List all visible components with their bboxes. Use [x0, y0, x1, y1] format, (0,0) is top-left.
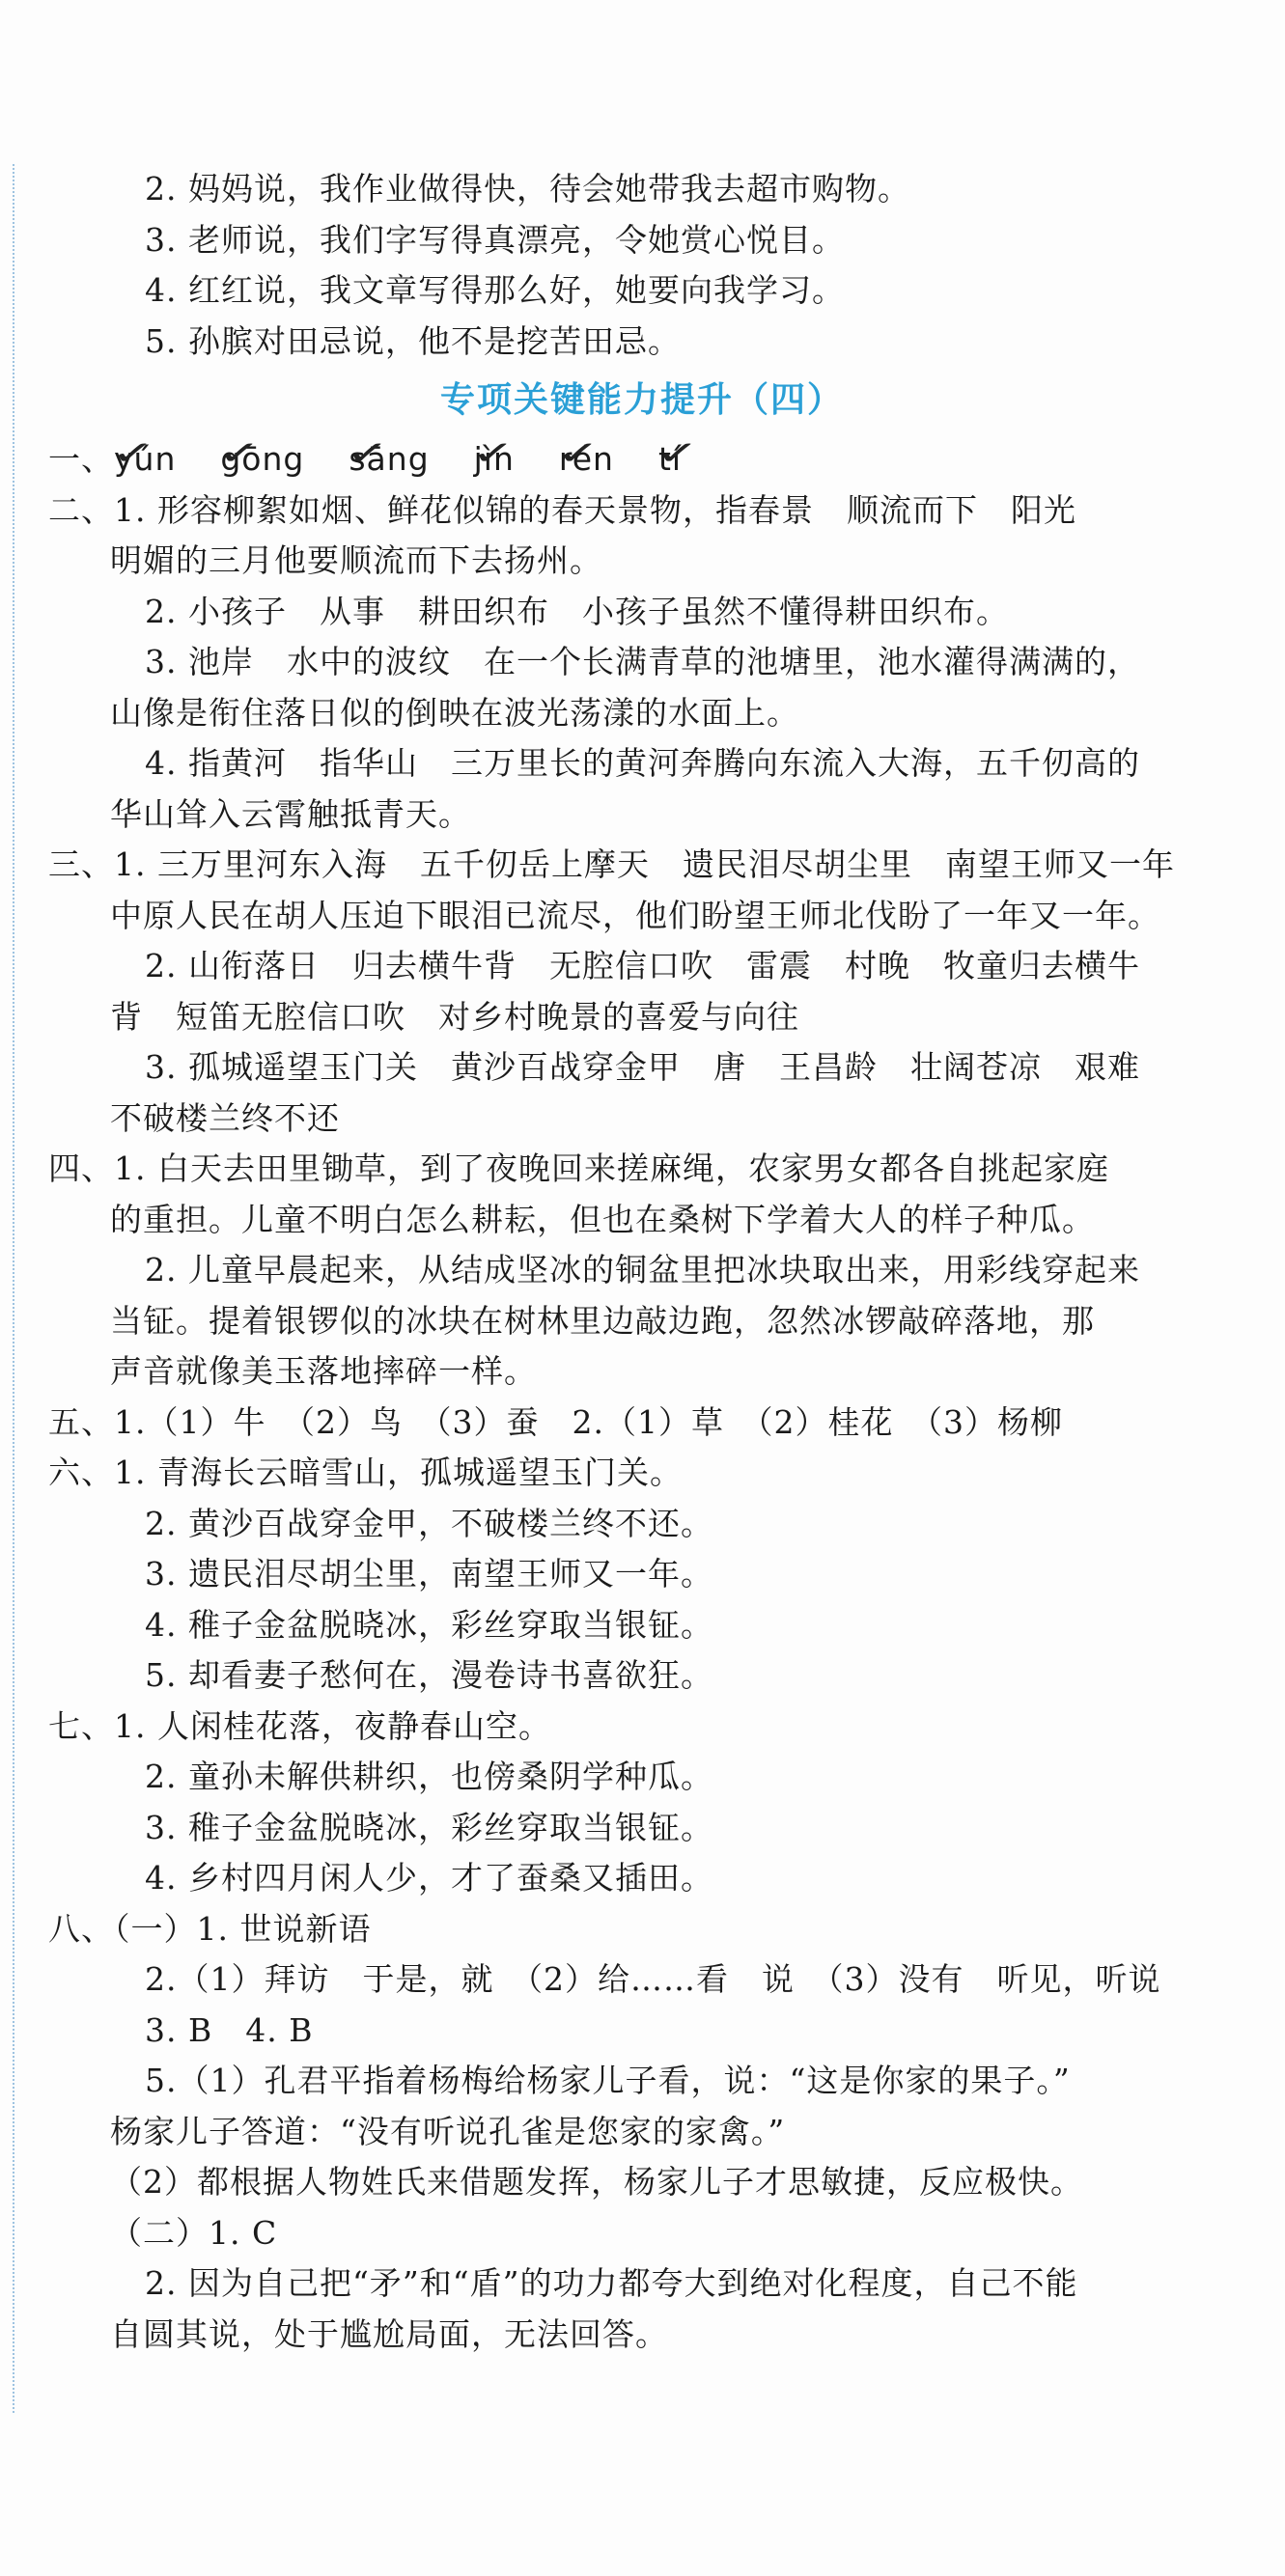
- answer-line: 背 短笛无腔信口吹 对乡村晚景的喜爱与向往: [110, 997, 799, 1036]
- answer-line: 3. 遗民泪尽胡尘里，南望王师又一年。: [145, 1555, 713, 1593]
- answer-line: 当钲。提着银锣似的冰块在树林里边敲边跑，忽然冰锣敲碎落地，那: [110, 1301, 1095, 1340]
- pinyin-syllable: gōng ✓: [220, 434, 304, 485]
- pinyin-answer-row: [48, 434, 1236, 485]
- answer-content: [48, 164, 1236, 2360]
- answer-line: 七、1. 人闲桂花落，夜静春山空。: [48, 1706, 551, 1745]
- answer-line: 4. 乡村四月闲人少，才了蚕桑又插田。: [145, 1859, 713, 1897]
- answer-line: 2. 儿童早晨起来，从结成坚冰的铜盆里把冰块取出来，用彩线穿起来: [145, 1251, 1140, 1288]
- pinyin-syllable: jìn ✓: [474, 434, 515, 485]
- answer-line: 5.（1）孔君平指着杨梅给杨家儿子看，说：“这是你家的果子。”: [145, 2062, 1071, 2099]
- answer-line: 2. 小孩子 从事 耕田织布 小孩子虽然不懂得耕田织布。: [145, 592, 1009, 630]
- answer-line: （2）都根据人物姓氏来借题发挥，杨家儿子才思敏捷，反应极快。: [110, 2163, 1083, 2201]
- answer-line: 三、1. 三万里河东入海 五千仞岳上摩天 遗民泪尽胡尘里 南望王师又一年: [48, 845, 1175, 883]
- pinyin-syllable: yún ✓: [114, 434, 176, 485]
- answer-line: 山像是衔住落日似的倒映在波光荡漾的水面上。: [110, 693, 799, 732]
- pinyin-list: [114, 434, 726, 485]
- answer-line: 华山耸入云霄触抵青天。: [110, 794, 471, 833]
- answer-line: 2. 黄沙百战穿金甲，不破楼兰终不还。: [145, 1504, 713, 1542]
- answer-line: 4. 指黄河 指华山 三万里长的黄河奔腾向东流入大海，五千仞高的: [145, 744, 1140, 782]
- answer-line: 3. 孤城遥望玉门关 黄沙百战穿金甲 唐 王昌龄 壮阔苍凉 艰难: [145, 1048, 1140, 1086]
- answer-line: 二、1. 形容柳絮如烟、鲜花似锦的春天景物，指春景 顺流而下 阳光: [48, 490, 1076, 529]
- answer-line: 3. 老师说，我们字写得真漂亮，令她赏心悦目。: [145, 220, 845, 259]
- answer-line: 3. 稚子金盆脱晓冰，彩丝穿取当银钲。: [145, 1808, 713, 1846]
- answer-line: 的重担。儿童不明白怎么耕耘，但也在桑树下学着大人的样子种瓜。: [110, 1200, 1095, 1238]
- answer-line: 2. 因为自己把“矛”和“盾”的功力都夸大到绝对化程度，自己不能: [145, 2264, 1078, 2302]
- answer-line: 八、（一）1. 世说新语: [48, 1909, 372, 1948]
- answer-line: 杨家儿子答道：“没有听说孔雀是您家的家禽。”: [110, 2112, 786, 2150]
- section-number: 一、: [48, 440, 114, 478]
- answer-line: 2. 童孙未解供耕织，也傍桑阴学种瓜。: [145, 1758, 713, 1795]
- answer-line: 3. B 4. B: [145, 2010, 314, 2049]
- answer-line: 4. 红红说，我文章写得那么好，她要向我学习。: [145, 271, 845, 309]
- answer-line: 2. 山衔落日 归去横牛背 无腔信口吹 雷震 村晚 牧童归去横牛: [145, 947, 1140, 984]
- answer-lines: [48, 485, 1236, 2361]
- answer-line: 四、1. 白天去田里锄草，到了夜晚回来搓麻绳，农家男女都各自挑起家庭: [48, 1150, 1109, 1187]
- answer-line: 4. 稚子金盆脱晓冰，彩丝穿取当银钲。: [145, 1605, 713, 1644]
- answer-line: 五、1.（1）牛 （2）鸟 （3）蚕 2.（1）草 （2）桂花 （3）杨柳: [48, 1402, 1063, 1441]
- answer-line: 5. 却看妻子愁何在，漫卷诗书喜欲狂。: [145, 1656, 713, 1694]
- answer-line: （二）1. C: [110, 2213, 278, 2252]
- pinyin-syllable: tí ✓: [658, 434, 682, 485]
- answer-line: 3. 池岸 水中的波纹 在一个长满青草的池塘里，池水灌得满满的，: [145, 643, 1140, 680]
- answer-line: 2.（1）拜访 于是，就 （2）给……看 说 （3）没有 听见，听说: [145, 1960, 1161, 1998]
- answer-line: 自圆其说，处于尴尬局面，无法回答。: [110, 2314, 668, 2353]
- pinyin-syllable: sāng ✓: [349, 434, 429, 485]
- section-title: 专项关键能力提升（四）: [439, 380, 844, 420]
- previous-section-answers: [48, 164, 1236, 367]
- answer-line: 不破楼兰终不还: [110, 1098, 340, 1137]
- margin-dotted-line: [13, 164, 14, 2413]
- pinyin-syllable: rén ✓: [559, 434, 614, 485]
- answer-line: 声音就像美玉落地摔碎一样。: [110, 1352, 537, 1390]
- answer-line: 中原人民在胡人压迫下眼泪已流尽，他们盼望王师北伐盼了一年又一年。: [110, 896, 1160, 934]
- answer-line: 5. 孙膑对田忌说，他不是挖苦田忌。: [145, 321, 681, 360]
- answer-line: 明媚的三月他要顺流而下去扬州。: [110, 541, 602, 579]
- answer-line: 六、1. 青海长云暗雪山，孤城遥望玉门关。: [48, 1454, 683, 1491]
- answer-line: 2. 妈妈说，我作业做得快，待会她带我去超市购物。: [145, 170, 910, 208]
